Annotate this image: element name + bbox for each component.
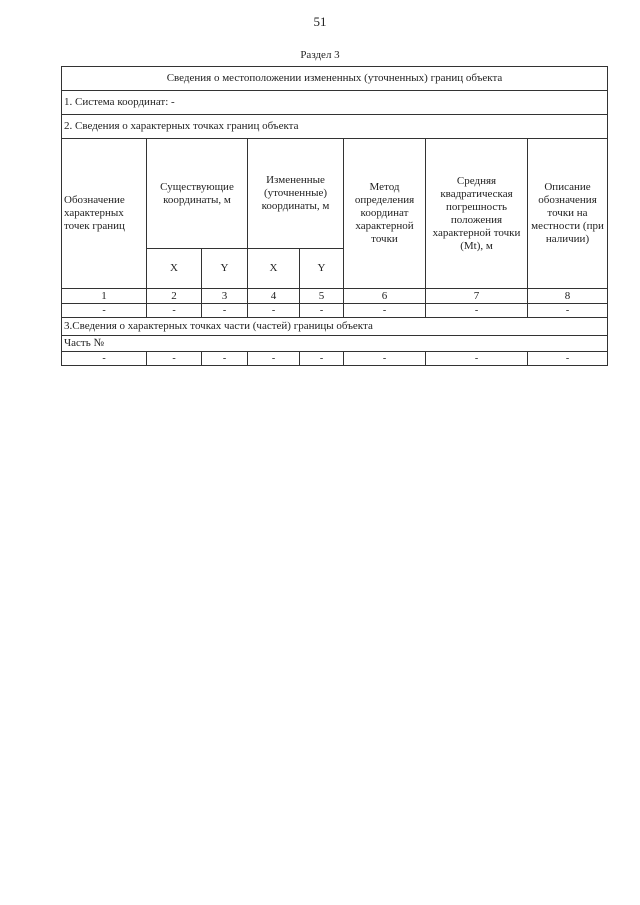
- table-cell: -: [426, 352, 528, 366]
- boundary-table: [61, 66, 608, 366]
- column-number: 6: [344, 289, 426, 304]
- header-y-existing: Y: [202, 249, 248, 289]
- table-cell: -: [300, 304, 344, 318]
- column-number: 2: [147, 289, 202, 304]
- coord-system-row: 1. Система координат: -: [62, 91, 608, 115]
- column-number: 3: [202, 289, 248, 304]
- column-number: 1: [62, 289, 147, 304]
- header-x-changed: X: [248, 249, 300, 289]
- table-cell: -: [344, 304, 426, 318]
- column-number: 5: [300, 289, 344, 304]
- table-cell: -: [426, 304, 528, 318]
- table-cell: -: [62, 304, 147, 318]
- table-cell: -: [528, 304, 608, 318]
- page-number: 51: [313, 14, 327, 29]
- column-number: 4: [248, 289, 300, 304]
- table-row: [62, 304, 608, 318]
- column-number: 7: [426, 289, 528, 304]
- table-cell: -: [248, 352, 300, 366]
- points-heading: 2. Сведения о характерных точках границ объекта: [62, 115, 608, 139]
- header-existing-coords: Существующие координаты, м: [147, 139, 248, 249]
- header-x-existing: X: [147, 249, 202, 289]
- header-method: Метод определения координат характерной точки: [344, 139, 426, 289]
- table-title: Сведения о местоположении измененных (уточненных) границ объекта: [62, 67, 608, 91]
- table-cell: -: [62, 352, 147, 366]
- part-label: Часть №: [62, 336, 608, 352]
- column-number: 8: [528, 289, 608, 304]
- table-cell: -: [202, 352, 248, 366]
- table-cell: -: [202, 304, 248, 318]
- table-cell: -: [300, 352, 344, 366]
- table-cell: -: [248, 304, 300, 318]
- table-cell: -: [147, 352, 202, 366]
- table-cell: -: [147, 304, 202, 318]
- header-error: Средняя квадратическая погрешность положения характерной точки (Mt), м: [426, 139, 528, 289]
- table-row: [62, 352, 608, 366]
- table-cell: -: [344, 352, 426, 366]
- column-numbers-row: [62, 289, 608, 304]
- table-cell: -: [528, 352, 608, 366]
- header-changed-coords: Измененные (уточненные) координаты, м: [248, 139, 344, 249]
- header-y-changed: Y: [300, 249, 344, 289]
- header-designation: Обозначение характерных точек границ: [62, 139, 147, 289]
- parts-heading: 3.Сведения о характерных точках части (частей) границы объекта: [62, 318, 608, 336]
- section-label: Раздел 3: [300, 49, 340, 61]
- header-description: Описание обозначения точки на местности (при наличии): [528, 139, 608, 289]
